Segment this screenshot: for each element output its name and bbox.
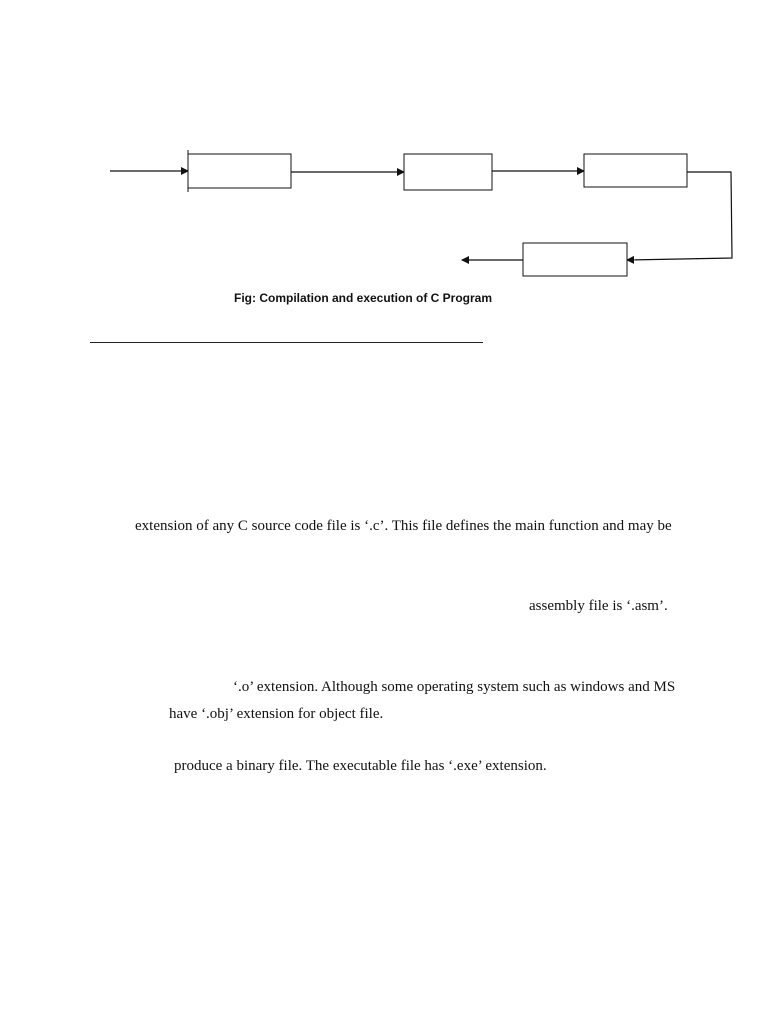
- stage-box-2: [404, 154, 492, 190]
- compilation-flow-diagram: [0, 0, 768, 300]
- stage-box-1: [188, 154, 291, 188]
- stage-box-4: [523, 243, 627, 276]
- horizontal-rule: [90, 342, 483, 343]
- text-line-assembly-extension: assembly file is ‘.asm’.: [529, 598, 668, 614]
- text-line-object-extension: ‘.o’ extension. Although some operating system such as windows and MS: [233, 679, 676, 695]
- figure-caption: Fig: Compilation and execution of C Program: [234, 291, 493, 305]
- text-line-executable-extension: produce a binary file. The executable file has ‘.exe’ extension.: [174, 758, 547, 774]
- stage-box-3: [584, 154, 687, 187]
- text-line-obj-extension: have ‘.obj’ extension for object file.: [169, 706, 384, 722]
- text-line-source-extension: extension of any C source code file is ‘.c’. This file defines the main function and may be: [135, 518, 672, 534]
